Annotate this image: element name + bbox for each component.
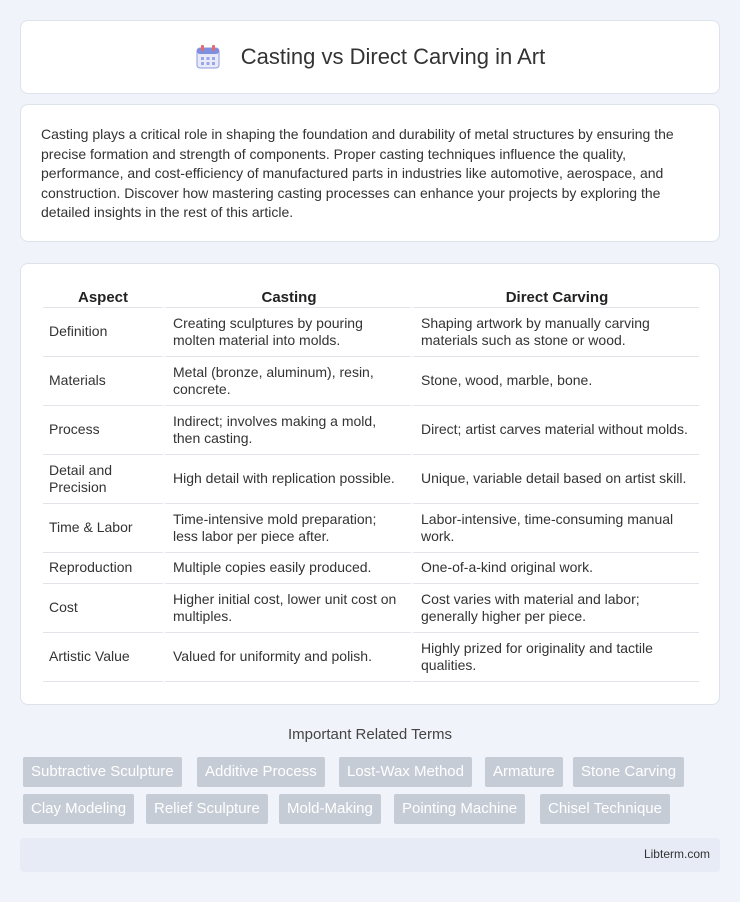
row-aspect: Artistic Value: [43, 633, 163, 682]
row-direct-carving: One-of-a-kind original work.: [411, 553, 699, 584]
row-casting: Multiple copies easily produced.: [163, 553, 411, 584]
term-tag[interactable]: Additive Process: [197, 757, 325, 787]
table-row: [43, 633, 699, 682]
row-casting: Higher initial cost, lower unit cost on multiples.: [163, 584, 411, 633]
row-direct-carving: Direct; artist carves material without molds.: [411, 406, 699, 455]
row-direct-carving: Stone, wood, marble, bone.: [411, 357, 699, 406]
row-casting: Indirect; involves making a mold, then casting.: [163, 406, 411, 455]
page-title: Casting vs Direct Carving in Art: [240, 44, 546, 69]
term-tag[interactable]: Relief Sculpture: [146, 794, 268, 824]
term-tag[interactable]: Stone Carving: [573, 757, 684, 787]
intro-paragraph: Casting plays a critical role in shaping the foundation and durability of metal structures by ensuring the precise formation and strength of components. Proper casting techniques influence the quality, performance, and cost-efficiency of manufactured parts in industries like automotive, aerospace, and construction. Discover how mastering casting processes can enhance your projects by exploring the detailed insights in the rest of this article.: [41, 126, 674, 220]
term-tag[interactable]: Armature: [485, 757, 563, 787]
related-terms-title: Important Related Terms: [288, 726, 452, 743]
row-direct-carving: Shaping artwork by manually carving materials such as stone or wood.: [411, 308, 699, 357]
footer: [20, 838, 720, 872]
term-tag[interactable]: Subtractive Sculpture: [23, 757, 182, 787]
term-tag[interactable]: Chisel Technique: [540, 794, 670, 824]
row-casting: Metal (bronze, aluminum), resin, concrete.: [163, 357, 411, 406]
intro-card: [20, 104, 720, 242]
table-row: [43, 406, 699, 455]
term-tag[interactable]: Lost-Wax Method: [339, 757, 472, 787]
table-header-row: [43, 282, 699, 308]
header-casting: Casting: [163, 282, 411, 308]
row-aspect: Detail and Precision: [43, 455, 163, 504]
comparison-table: [43, 282, 699, 682]
footer-site-link[interactable]: Libterm.com: [643, 847, 710, 861]
row-aspect: Materials: [43, 357, 163, 406]
term-tag[interactable]: Clay Modeling: [23, 794, 134, 824]
row-aspect: Process: [43, 406, 163, 455]
term-tag[interactable]: Pointing Machine: [394, 794, 525, 824]
table-row: [43, 504, 699, 553]
row-casting: Valued for uniformity and polish.: [163, 633, 411, 682]
row-aspect: Cost: [43, 584, 163, 633]
header-aspect: Aspect: [43, 282, 163, 308]
row-direct-carving: Highly prized for originality and tactile qualities.: [411, 633, 699, 682]
row-aspect: Definition: [43, 308, 163, 357]
table-row: [43, 584, 699, 633]
header-direct-carving: Direct Carving: [411, 282, 699, 308]
calendar-icon: [195, 44, 221, 70]
comparison-table-card: [20, 263, 720, 705]
term-tag[interactable]: Mold-Making: [279, 794, 381, 824]
row-casting: High detail with replication possible.: [163, 455, 411, 504]
table-row: [43, 308, 699, 357]
row-casting: Time-intensive mold preparation; less labor per piece after.: [163, 504, 411, 553]
row-casting: Creating sculptures by pouring molten material into molds.: [163, 308, 411, 357]
table-row: [43, 455, 699, 504]
header-card: [20, 20, 720, 94]
row-aspect: Time & Labor: [43, 504, 163, 553]
row-aspect: Reproduction: [43, 553, 163, 584]
row-direct-carving: Cost varies with material and labor; generally higher per piece.: [411, 584, 699, 633]
row-direct-carving: Labor-intensive, time-consuming manual work.: [411, 504, 699, 553]
table-row: [43, 553, 699, 584]
table-row: [43, 357, 699, 406]
row-direct-carving: Unique, variable detail based on artist skill.: [411, 455, 699, 504]
